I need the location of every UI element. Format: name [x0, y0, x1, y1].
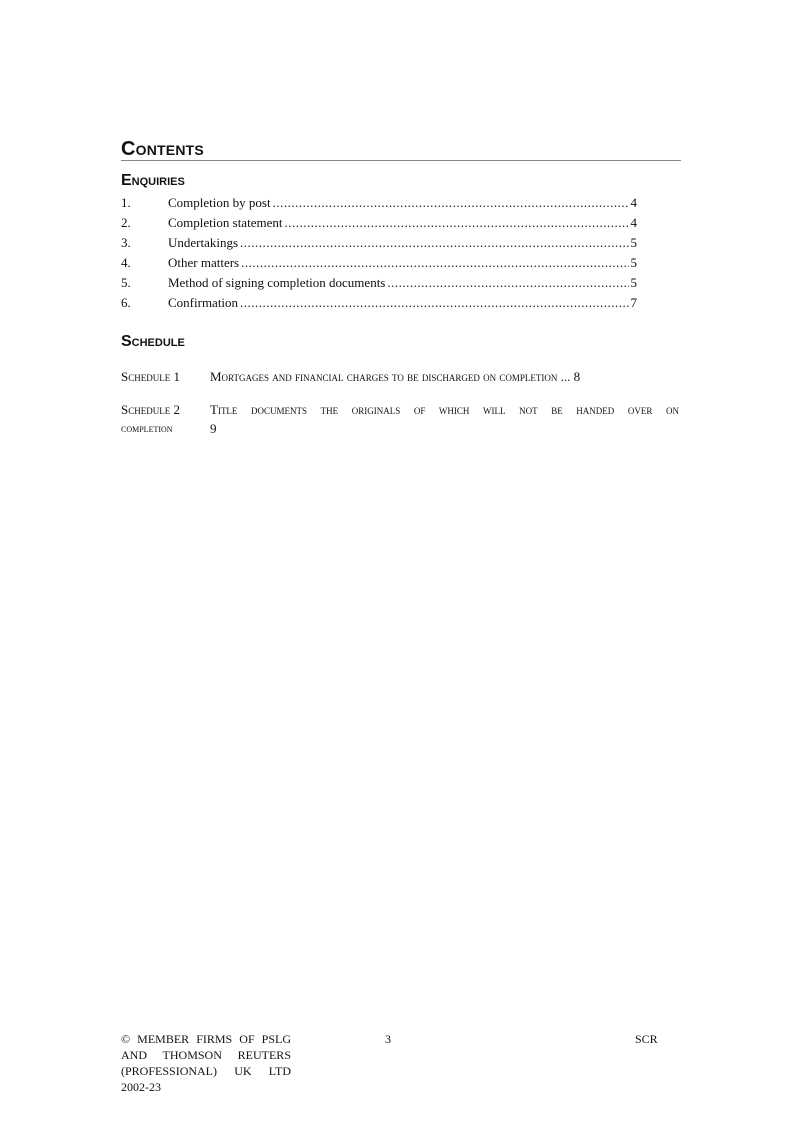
- toc-entry-number: 5.: [121, 275, 131, 290]
- schedule-entry-title: Title documents the originals of which will not be handed over on: [210, 402, 679, 417]
- toc-dot-leader: [240, 293, 628, 313]
- toc-dot-leader: [241, 253, 628, 273]
- schedule-entry-page: 9: [210, 421, 217, 436]
- toc-entry-title: Other matters: [168, 255, 240, 270]
- toc-dot-leader: [284, 213, 628, 233]
- schedule-entry-label: Schedule 1: [121, 369, 180, 384]
- toc-entry-number: 3.: [121, 235, 131, 250]
- toc-entry-title: Method of signing completion documents: [168, 275, 386, 290]
- toc-entry-title: Confirmation: [168, 295, 239, 310]
- toc-dot-leader: [387, 273, 628, 293]
- toc-entry-page: 4: [630, 195, 637, 210]
- footer-copyright-line: © MEMBER FIRMS OF PSLG: [121, 1032, 291, 1046]
- schedule-entry-title: Mortgages and financial charges to be discharged on completion ... 8: [210, 369, 581, 384]
- toc-entry-page: 5: [630, 275, 637, 290]
- page-number: 3: [385, 1032, 391, 1046]
- schedule-entry-continuation: completion: [121, 421, 173, 435]
- enquiries-toc-list: [121, 193, 637, 313]
- toc-entry[interactable]: [121, 253, 637, 273]
- footer-copyright: [121, 1031, 291, 1095]
- toc-entry-number: 6.: [121, 295, 131, 310]
- schedule-heading: Schedule: [121, 333, 185, 350]
- toc-entry[interactable]: [121, 213, 637, 233]
- toc-entry-title: Undertakings: [168, 235, 239, 250]
- toc-entry-page: 5: [630, 255, 637, 270]
- schedule-entry-label: Schedule 2: [121, 402, 180, 417]
- enquiries-heading: Enquiries: [121, 172, 185, 189]
- toc-entry-number: 1.: [121, 195, 131, 210]
- toc-dot-leader: [273, 193, 629, 213]
- toc-entry-number: 2.: [121, 215, 131, 230]
- toc-entry-title: Completion statement: [168, 215, 283, 230]
- schedule-entry[interactable]: [121, 400, 681, 440]
- schedule-entry[interactable]: [121, 367, 681, 387]
- toc-entry-page: 4: [630, 215, 637, 230]
- toc-entry[interactable]: [121, 293, 637, 313]
- toc-entry[interactable]: [121, 273, 637, 293]
- footer-copyright-line: AND THOMSON REUTERS: [121, 1048, 291, 1062]
- toc-entry-page: 5: [630, 235, 637, 250]
- toc-entry[interactable]: [121, 233, 637, 253]
- contents-title: Contents: [121, 138, 681, 161]
- toc-entry-title: Completion by post: [168, 195, 271, 210]
- toc-entry-number: 4.: [121, 255, 131, 270]
- footer-copyright-line: 2002-23: [121, 1080, 161, 1094]
- toc-entry-page: 7: [630, 295, 637, 310]
- toc-dot-leader: [240, 233, 628, 253]
- toc-entry[interactable]: [121, 193, 637, 213]
- footer-copyright-line: (PROFESSIONAL) UK LTD: [121, 1064, 291, 1078]
- footer-document-code: SCR: [635, 1032, 658, 1046]
